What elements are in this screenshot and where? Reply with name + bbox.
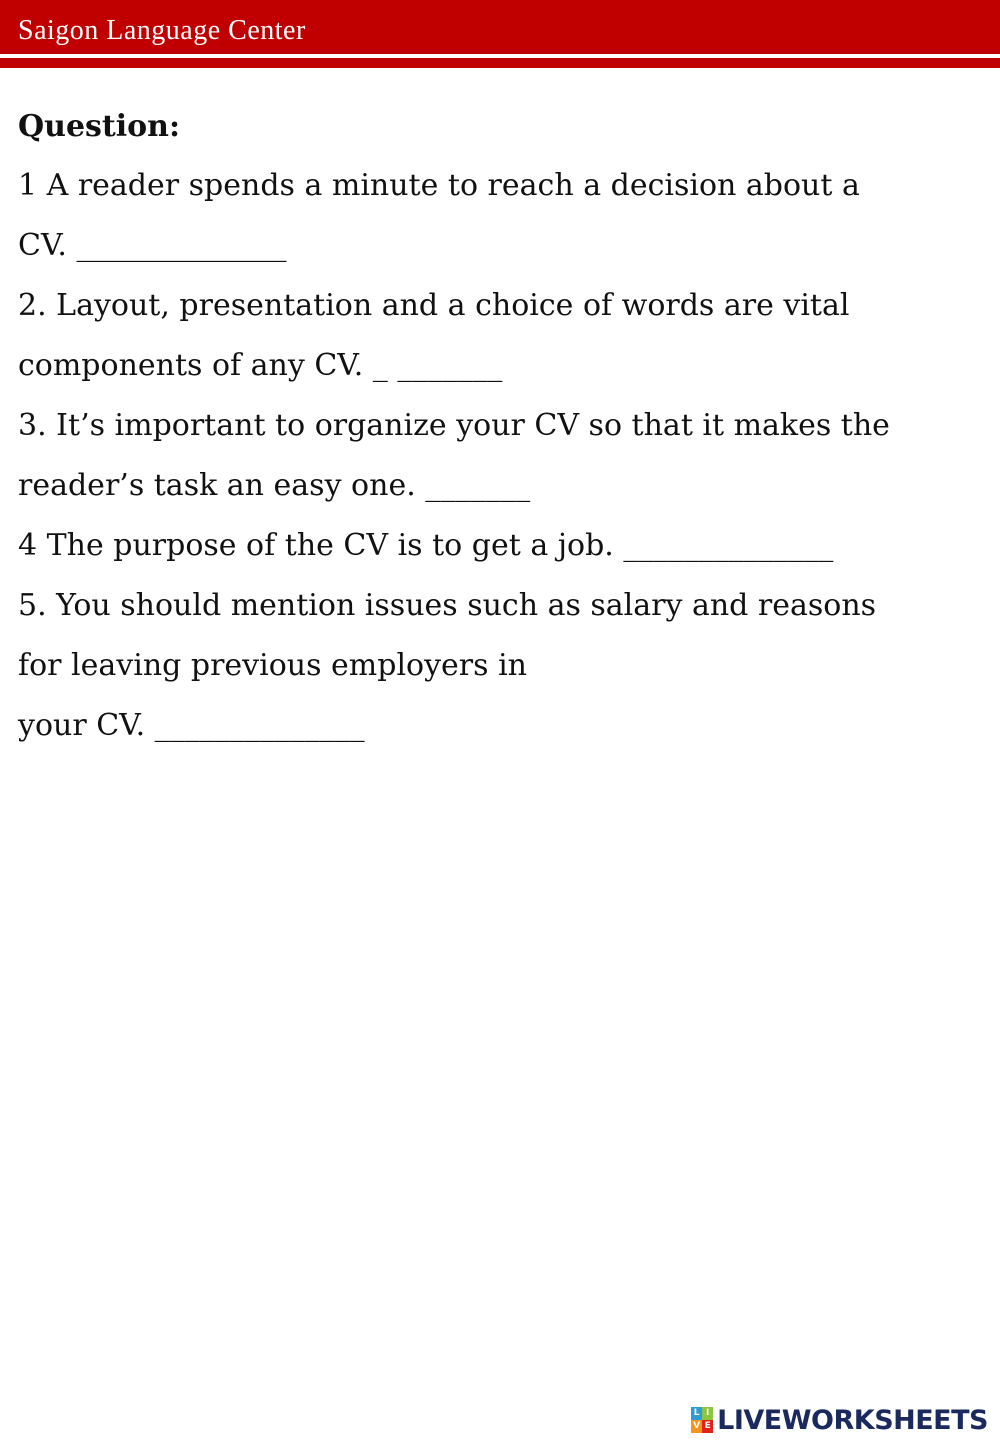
liveworksheets-wordmark: LIVEWORKSHEETS xyxy=(717,1404,988,1436)
logo-tile-v: V xyxy=(691,1420,702,1433)
logo-tile-e: E xyxy=(702,1420,713,1433)
question-2-line-1: 2. Layout, presentation and a choice of words are vital xyxy=(18,288,850,323)
header-divider xyxy=(0,58,1000,68)
header-bar xyxy=(0,0,1000,54)
question-1-line-2: CV. ______________ xyxy=(18,228,287,263)
question-section xyxy=(18,98,983,756)
question-5-line-3: your CV. ______________ xyxy=(18,708,365,743)
question-1-line-1: 1 A reader spends a minute to reach a decision about a xyxy=(18,168,860,203)
liveworksheets-logo-icon xyxy=(691,1407,713,1433)
question-2-line-2: components of any CV. _ _______ xyxy=(18,348,503,383)
header-title: Saigon Language Center xyxy=(18,15,306,46)
logo-tile-i: I xyxy=(702,1407,713,1420)
question-4-line-1: 4 The purpose of the CV is to get a job. ______________ xyxy=(18,528,834,563)
question-heading: Question: xyxy=(18,109,181,144)
liveworksheets-watermark xyxy=(691,1403,988,1437)
logo-tile-l: L xyxy=(691,1407,702,1420)
question-5-line-2: for leaving previous employers in xyxy=(18,648,527,683)
question-3-line-2: reader’s task an easy one. _______ xyxy=(18,468,531,503)
question-5-line-1: 5. You should mention issues such as salary and reasons xyxy=(18,588,877,623)
question-3-line-1: 3. It’s important to organize your CV so that it makes the xyxy=(18,408,890,443)
